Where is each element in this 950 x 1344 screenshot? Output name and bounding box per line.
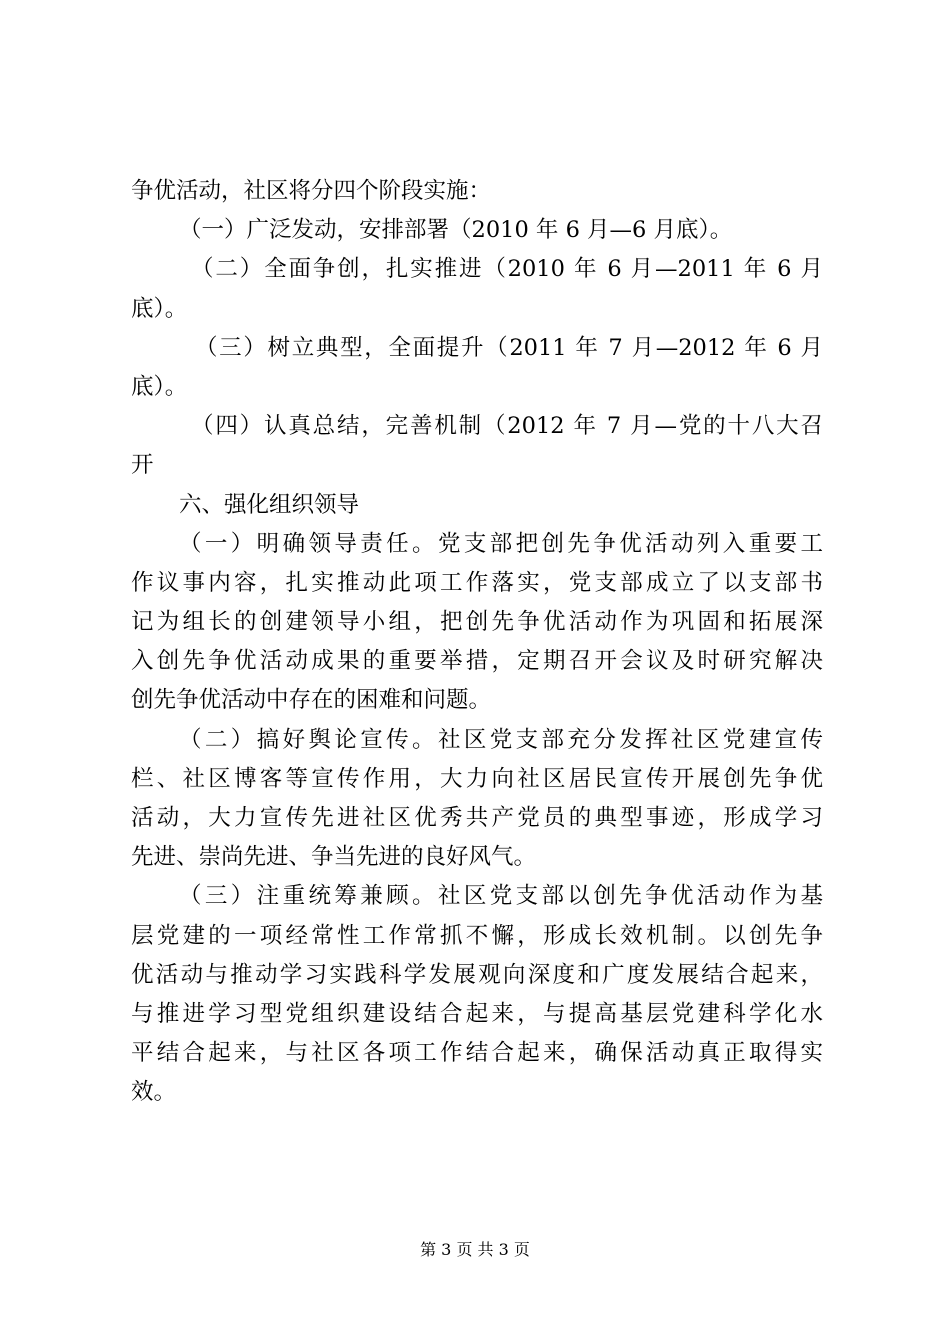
document-body xyxy=(131,172,823,1113)
body-line: 层党建的一项经常性工作常抓不懈，形成长效机制。以创先争 xyxy=(131,922,823,949)
stage-item-2: （二）全面争创，扎实推进（2010 年 6 月—2011 年 6 月 xyxy=(191,256,823,283)
paragraph-3-first-line: （三）注重统筹兼顾。社区党支部以创先争优活动作为基 xyxy=(179,883,823,910)
body-line: 活动，大力宣传先进社区优秀共产党员的典型事迹，形成学习 xyxy=(131,805,823,831)
section-heading: 六、强化组织领导 xyxy=(179,491,360,518)
body-line: 优活动与推动学习实践科学发展观向深度和广度发展结合起来， xyxy=(131,961,823,988)
paragraph-1-first-line: （一）明确领导责任。党支部把创先争优活动列入重要工 xyxy=(179,530,823,557)
page-footer xyxy=(0,1240,950,1260)
paragraph-2-first-line: （二）搞好舆论宣传。社区党支部充分发挥社区党建宣传 xyxy=(179,726,823,753)
body-line: 先进、崇尚先进、争当先进的良好风气。 xyxy=(131,844,537,871)
stage-item-4: （四）认真总结，完善机制（2012 年 7 月—党的十八大召 xyxy=(191,413,823,440)
body-line: 效。 xyxy=(131,1079,177,1106)
body-line: 记为组长的创建领导小组，把创先争优活动作为巩固和拓展深 xyxy=(131,609,823,636)
stage-item-1: （一）广泛发动，安排部署（2010 年 6 月—6 月底）。 xyxy=(179,217,733,244)
body-line: 开 xyxy=(131,452,154,479)
body-line: 争优活动，社区将分四个阶段实施： xyxy=(131,178,492,204)
body-line: 底）。 xyxy=(131,373,188,400)
body-line: 创先争优活动中存在的困难和问题。 xyxy=(131,687,492,714)
body-line: 平结合起来，与社区各项工作结合起来，确保活动真正取得实 xyxy=(131,1040,823,1067)
body-line: 栏、社区博客等宣传作用，大力向社区居民宣传开展创先争优 xyxy=(131,765,823,792)
body-line: 与推进学习型党组织建设结合起来，与提高基层党建科学化水 xyxy=(131,1000,823,1027)
stage-item-3: （三）树立典型，全面提升（2011 年 7 月—2012 年 6 月 xyxy=(195,334,823,361)
body-line: 入创先争优活动成果的重要举措，定期召开会议及时研究解决 xyxy=(131,648,823,675)
page-number-label: 第 3 页 共 3 页 xyxy=(420,1240,530,1259)
body-line: 作议事内容，扎实推动此项工作落实，党支部成立了以支部书 xyxy=(131,569,823,596)
body-line: 底）。 xyxy=(131,295,188,322)
